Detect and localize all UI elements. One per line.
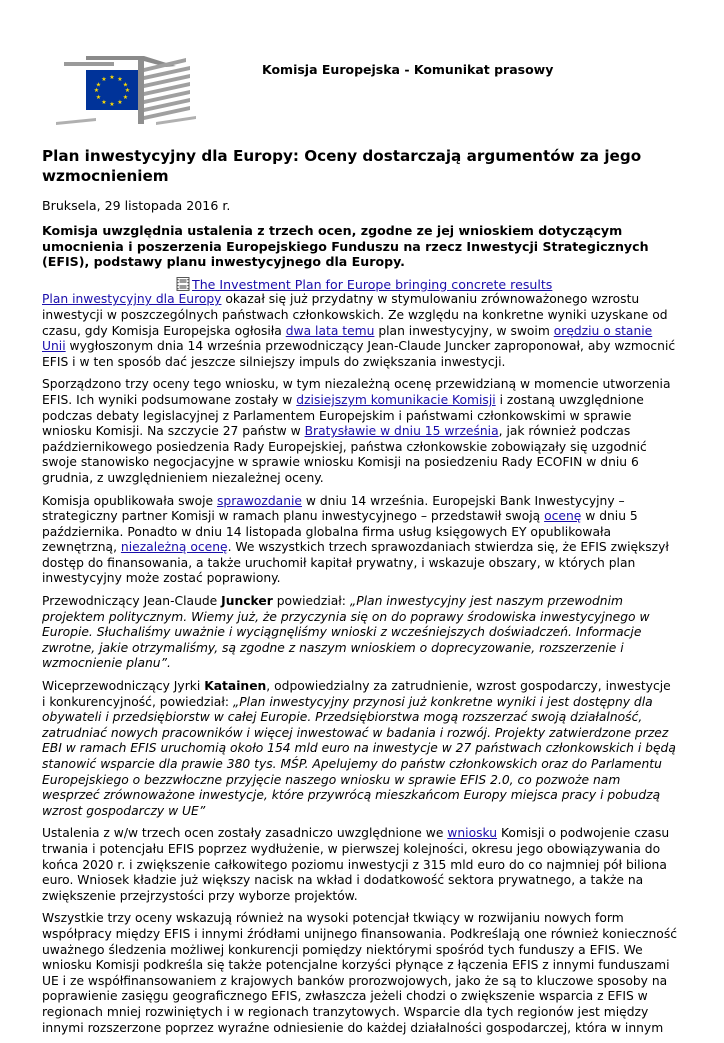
film-icon — [176, 277, 190, 291]
paragraph-2: Sporządzono trzy oceny tego wniosku, w tym niezależną ocenę przewidzianą w momencie utworzenia EFIS. Ich wyniki podsumowane zostały w dzisiejszym komunikacie Komisji i zostaną uwzględnione podczas debaty legislacyjnej z Parlamentem Europejskim i państwami członkowskimi w sprawie wniosku Komisji. Na szczycie 27 państw w Bratysławie w dniu 15 września, jak również podczas październikowego posiedzenia Rady Europejskiej, państwa członkowskie zobowiązały się uzgodnić swoje stanowisko negocjacyjne w sprawie wniosku Komisji na posiedzeniu Rady ECOFIN w dniu 6 grudnia, z uwzględnieniem niezależnej oceny. — [42, 377, 671, 485]
quote: „Plan inwestycyjny przynosi już konkretne wyniki i jest dostępny dla obywateli i przedsiębiorstw w całej Europie. Przedsiębiorstwa mogą rozszerzać swoją działalność, zatrudniać nowych pracowników i więcej inwestować w badania i rozwój. Projekty zatwierdzone przez EBI w ramach EFIS uruchomią około 154 mld euro na inwestycje w 27 państwach członkowskich i będą stanowić wsparcie dla prawie 380 tys. MŚP. Apelujemy do państw członkowskich oraz do Parlamentu Europejskiego o bezzwłoczne przyjęcie naszego wniosku w sprawie EFIS 2.0, co pozwoże nam wesprzeć zrównoważone inwestycje, które przywrócą mieszkańcom Europy miejsca pracy i pobudzą wzrost gospodarczy w UE” — [42, 694, 676, 818]
paragraph-4-juncker-quote: Przewodniczący Jean-Claude Juncker powiedział: „Plan inwestycyjny jest naszym przewodnim projektem politycznym. Wiemy już, że przyczynia się on do poprawy środowiska inwestycyjnego w Europie. Słuchaliśmy uważnie i wyciągnęliśmy wnioski z wcześniejszych doświadczeń. Informacje zwrotne, jakie otrzymaliśmy, są zgodne z naszym wnioskiem o doprecyzowanie, rozszerzenie i wzmocnienie planu”. — [42, 594, 650, 671]
video-link[interactable]: The Investment Plan for Europe bringing concrete results — [192, 276, 553, 292]
report-link[interactable]: sprawozdanie — [217, 493, 302, 508]
svg-text:★: ★ — [122, 94, 129, 101]
svg-text:★: ★ — [101, 99, 107, 106]
paragraph-7: Wszystkie trzy oceny wskazują również na wysoki potencjał tkwiący w rozwijaniu nowych form współpracy między EFIS i innymi źródłami unijnego finansowania. Podkreślają one również konieczność uważnego śledzenia możliwej konkurencji pomiędzy niektórymi spośród tych funduszy a EFIS. We wniosku Komisji podkreśla się także potencjalne korzyści płynące z łączenia EFIS z innymi funduszami UE i ze współfinansowaniem z krajowych banków prorozwojowych, jako że są to kluczowe sposoby na poprawienie zasięgu geograficznego EFIS, zwłaszcza jeżeli chodzi o zwiększenie wsparcia z EFIS w regionach mniej rozwiniętych i w regionach tranzytowych. Wsparcie dla tych regionów jest między innymi rozszerzone poprzez wyraźne odniesienie do każdej działalności gospodarczej, która w innym — [42, 911, 677, 1035]
headline: Plan inwestycyjny dla Europy: Oceny dostarczają argumentów za jego wzmocnieniem — [42, 147, 642, 185]
article — [42, 146, 678, 1043]
proposal-link[interactable]: wniosku — [447, 826, 498, 841]
quote: „Plan inwestycyjny jest naszym przewodnim projektem politycznym. Wiemy już, że przyczynia się on do poprawy środowiska inwestycyjnego w Europie. Słuchaliśmy uważnie i wyciągnęliśmy wnioski z wcześniejszych doświadczeń. Informacje zwrotne, jakie otrzymaliśmy, są zgodne z naszym wnioskiem o doprecyzowanie, rozszerzenie i wzmocnienie planu”. — [42, 594, 650, 671]
svg-text:★: ★ — [95, 94, 102, 101]
svg-text:★: ★ — [124, 87, 131, 94]
video-link-row — [42, 277, 678, 293]
commission-communication-link[interactable]: dzisiejszym komunikacie Komisji — [296, 392, 496, 407]
paragraph-6: Ustalenia z w/w trzech ocen zostały zasadniczo uwzględnione we wniosku Komisji o podwojenie czasu trwania i potencjału EFIS poprzez wydłużenie, w pierwszej kolejności, okresu jego obowiązywania do końca 2020 r. i zwiększenie całkowitego poziomu inwestycji z 315 mld euro do co najmniej pół biliona euro. Wniosek kładzie już większy nacisk na wkład i dodatkowość sektora prywatnego, a także na zwiększenie przejrzystości przy wyborze projektów. — [42, 826, 670, 903]
press-release-header — [56, 44, 666, 134]
european-commission-logo — [56, 56, 196, 130]
two-years-ago-link[interactable]: dwa lata temu — [285, 323, 375, 338]
paragraph-3: Komisja opublikowała swoje sprawozdanie w dniu 14 września. Europejski Bank Inwestycyjny – strategiczny partner Komisji w ramach planu inwestycyjnego – przedstawił swoją ocenę w dniu 5 października. Ponadto w dniu 14 listopada globalna firma usług księgowych EY opublikowała zewnętrzną, niezależną ocenę. We wszystkich trzech sprawozdaniach stwierdza się, że EFIS zwiększył dostęp do finansowania, a także uruchomił kapitał prywatny, i wskazuje obszary, w których plan inwestycyjny może zostać poprawiony. — [42, 493, 669, 586]
bratislava-link[interactable]: Bratysławie w dniu 15 września — [304, 424, 499, 439]
lead-paragraph: Komisja uwzględnia ustalenia z trzech ocen, zgodne ze jej wnioskiem dotyczącym umocnienia i poszerzenia Europejskiego Funduszu na rzecz Inwestycji Strategicznych (EFIS), podstawy planu inwestycyjnego dla Europy. — [42, 223, 649, 270]
paragraph-5-katainen-quote: Wiceprzewodniczący Jyrki Katainen, odpowiedzialny za zatrudnienie, wzrost gospodarczy, inwestycje i konkurencyjność, powiedział: „Plan inwestycyjny przynosi już konkretne wyniki i jest dostępny dla obywateli i przedsiębiorstw w całej Europie. Przedsiębiorstwa mogą rozszerzać swoją działalność, zatrudniać nowych pracowników i więcej inwestować w badania i rozwój. Projekty zatwierdzone przez EBI w ramach EFIS uruchomią około 154 mld euro na inwestycje w 27 państwach członkowskich i będą stanowić wsparcie dla prawie 380 tys. MŚP. Apelujemy do państw członkowskich oraz do Parlamentu Europejskiego o bezzwłoczne przyjęcie naszego wniosku w sprawie EFIS 2.0, co pozwoże nam wesprzeć zrównoważone inwestycje, które przywrócą mieszkańcom Europy miejsca pracy i pobudzą wzrost gospodarczy w UE” — [42, 679, 676, 818]
svg-text:★: ★ — [109, 101, 115, 108]
svg-text:★: ★ — [122, 81, 129, 89]
header-title: Komisja Europejska - Komunikat prasowy — [262, 62, 554, 77]
svg-text:★: ★ — [95, 81, 102, 89]
independent-evaluation-link[interactable]: niezależną ocenę — [120, 540, 228, 555]
eib-evaluation-link[interactable]: ocenę — [544, 509, 582, 524]
svg-text:★: ★ — [117, 99, 123, 106]
speaker-name: Katainen — [204, 679, 267, 694]
svg-text:★: ★ — [117, 76, 123, 83]
svg-text:★: ★ — [93, 87, 100, 94]
investment-plan-link[interactable]: Plan inwestycyjny dla Europy — [42, 292, 222, 307]
svg-text:★: ★ — [109, 74, 115, 81]
svg-text:★: ★ — [101, 76, 107, 83]
eu-flag-icon — [86, 70, 138, 110]
state-of-union-link[interactable]: orędziu o stanie Unii — [42, 323, 653, 354]
dateline: Bruksela, 29 listopada 2016 r. — [42, 198, 231, 213]
paragraph-1: Plan inwestycyjny dla Europy okazał się już przydatny w stymulowaniu zrównoważonego wzrostu inwestycji w poszczególnych państwach członkowskich. Ze względu na konkretne wyniki uzyskane od czasu, gdy Komisja Europejska ogłosiła dwa lata temu plan inwestycyjny, w swoim orędziu o stanie Unii wygłoszonym dnia 14 września przewodniczący Jean-Claude Juncker zaproponował, aby wzmocnić EFIS i w ten sposób dać jeszcze silniejszy impuls do zwiększania inwestycji. — [42, 292, 676, 369]
speaker-name: Juncker — [221, 594, 273, 609]
